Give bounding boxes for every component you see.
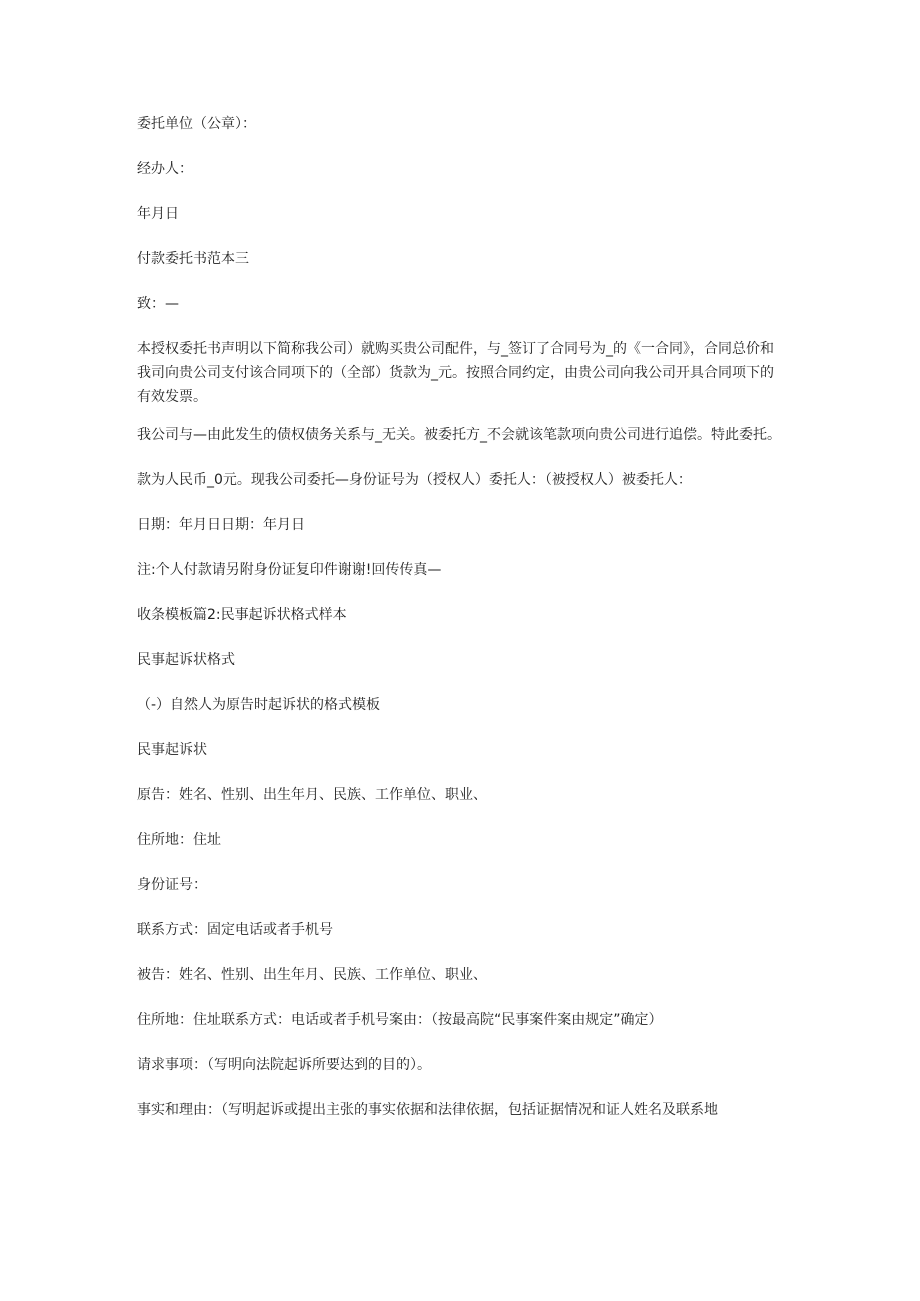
paragraph-claims: 请求事项：（写明向法院起诉所要达到的目的）。	[137, 1057, 431, 1073]
paragraph-id-number: 身份证号：	[137, 877, 207, 893]
paragraph-section-title: 收条模板篇2:民事起诉状格式样本	[137, 607, 347, 623]
paragraph-contact: 联系方式：固定电话或者手机号	[137, 922, 333, 938]
paragraph-template-title: 付款委托书范本三	[137, 251, 249, 267]
paragraph-date: 年月日	[137, 206, 179, 222]
paragraph-facts: 事实和理由：（写明起诉或提出主张的事实依据和法律依据，包括证据情况和证人姓名及联系地	[137, 1102, 718, 1118]
paragraph-declaration: 本授权委托书声明以下简称我公司）就购买贵公司配件，与_签订了合同号为_的《一合同》，合同总价和我司向贵公司支付该合同项下的（全部）货款为_元。按照合同约定，由贵公司向我公司开具合同项下的有效发票。	[137, 341, 774, 405]
paragraph-entrusting-unit: 委托单位（公章）：	[137, 116, 256, 132]
paragraph-format-title: 民事起诉状格式	[137, 652, 235, 668]
paragraph-defendant-address: 住所地：住址联系方式：电话或者手机号案由：（按最高院“民事案件案由规定”确定）	[137, 1012, 663, 1028]
paragraph-liability: 我公司与—由此发生的债权债务关系与_无关。被委托方_不会就该笔款项向贵公司进行追偿。特此委托。	[137, 427, 781, 443]
paragraph-handler: 经办人：	[137, 161, 193, 177]
paragraph-complaint-title: 民事起诉状	[137, 742, 207, 758]
paragraph-template-subtitle: （-）自然人为原告时起诉状的格式模板	[137, 697, 381, 713]
document-body	[137, 112, 787, 1143]
paragraph-amount: 款为人民币_0元。现我公司委托—身份证号为（授权人）委托人：（被授权人）被委托人：	[137, 472, 692, 488]
paragraph-defendant: 被告：姓名、性别、出生年月、民族、工作单位、职业、	[137, 967, 487, 983]
paragraph-note: 注:个人付款请另附身份证复印件谢谢!回传传真—	[137, 562, 442, 578]
paragraph-addressee: 致：—	[137, 296, 179, 312]
paragraph-dates: 日期：年月日日期：年月日	[137, 517, 305, 533]
paragraph-plaintiff-address: 住所地：住址	[137, 832, 221, 848]
paragraph-plaintiff: 原告：姓名、性别、出生年月、民族、工作单位、职业、	[137, 787, 487, 803]
